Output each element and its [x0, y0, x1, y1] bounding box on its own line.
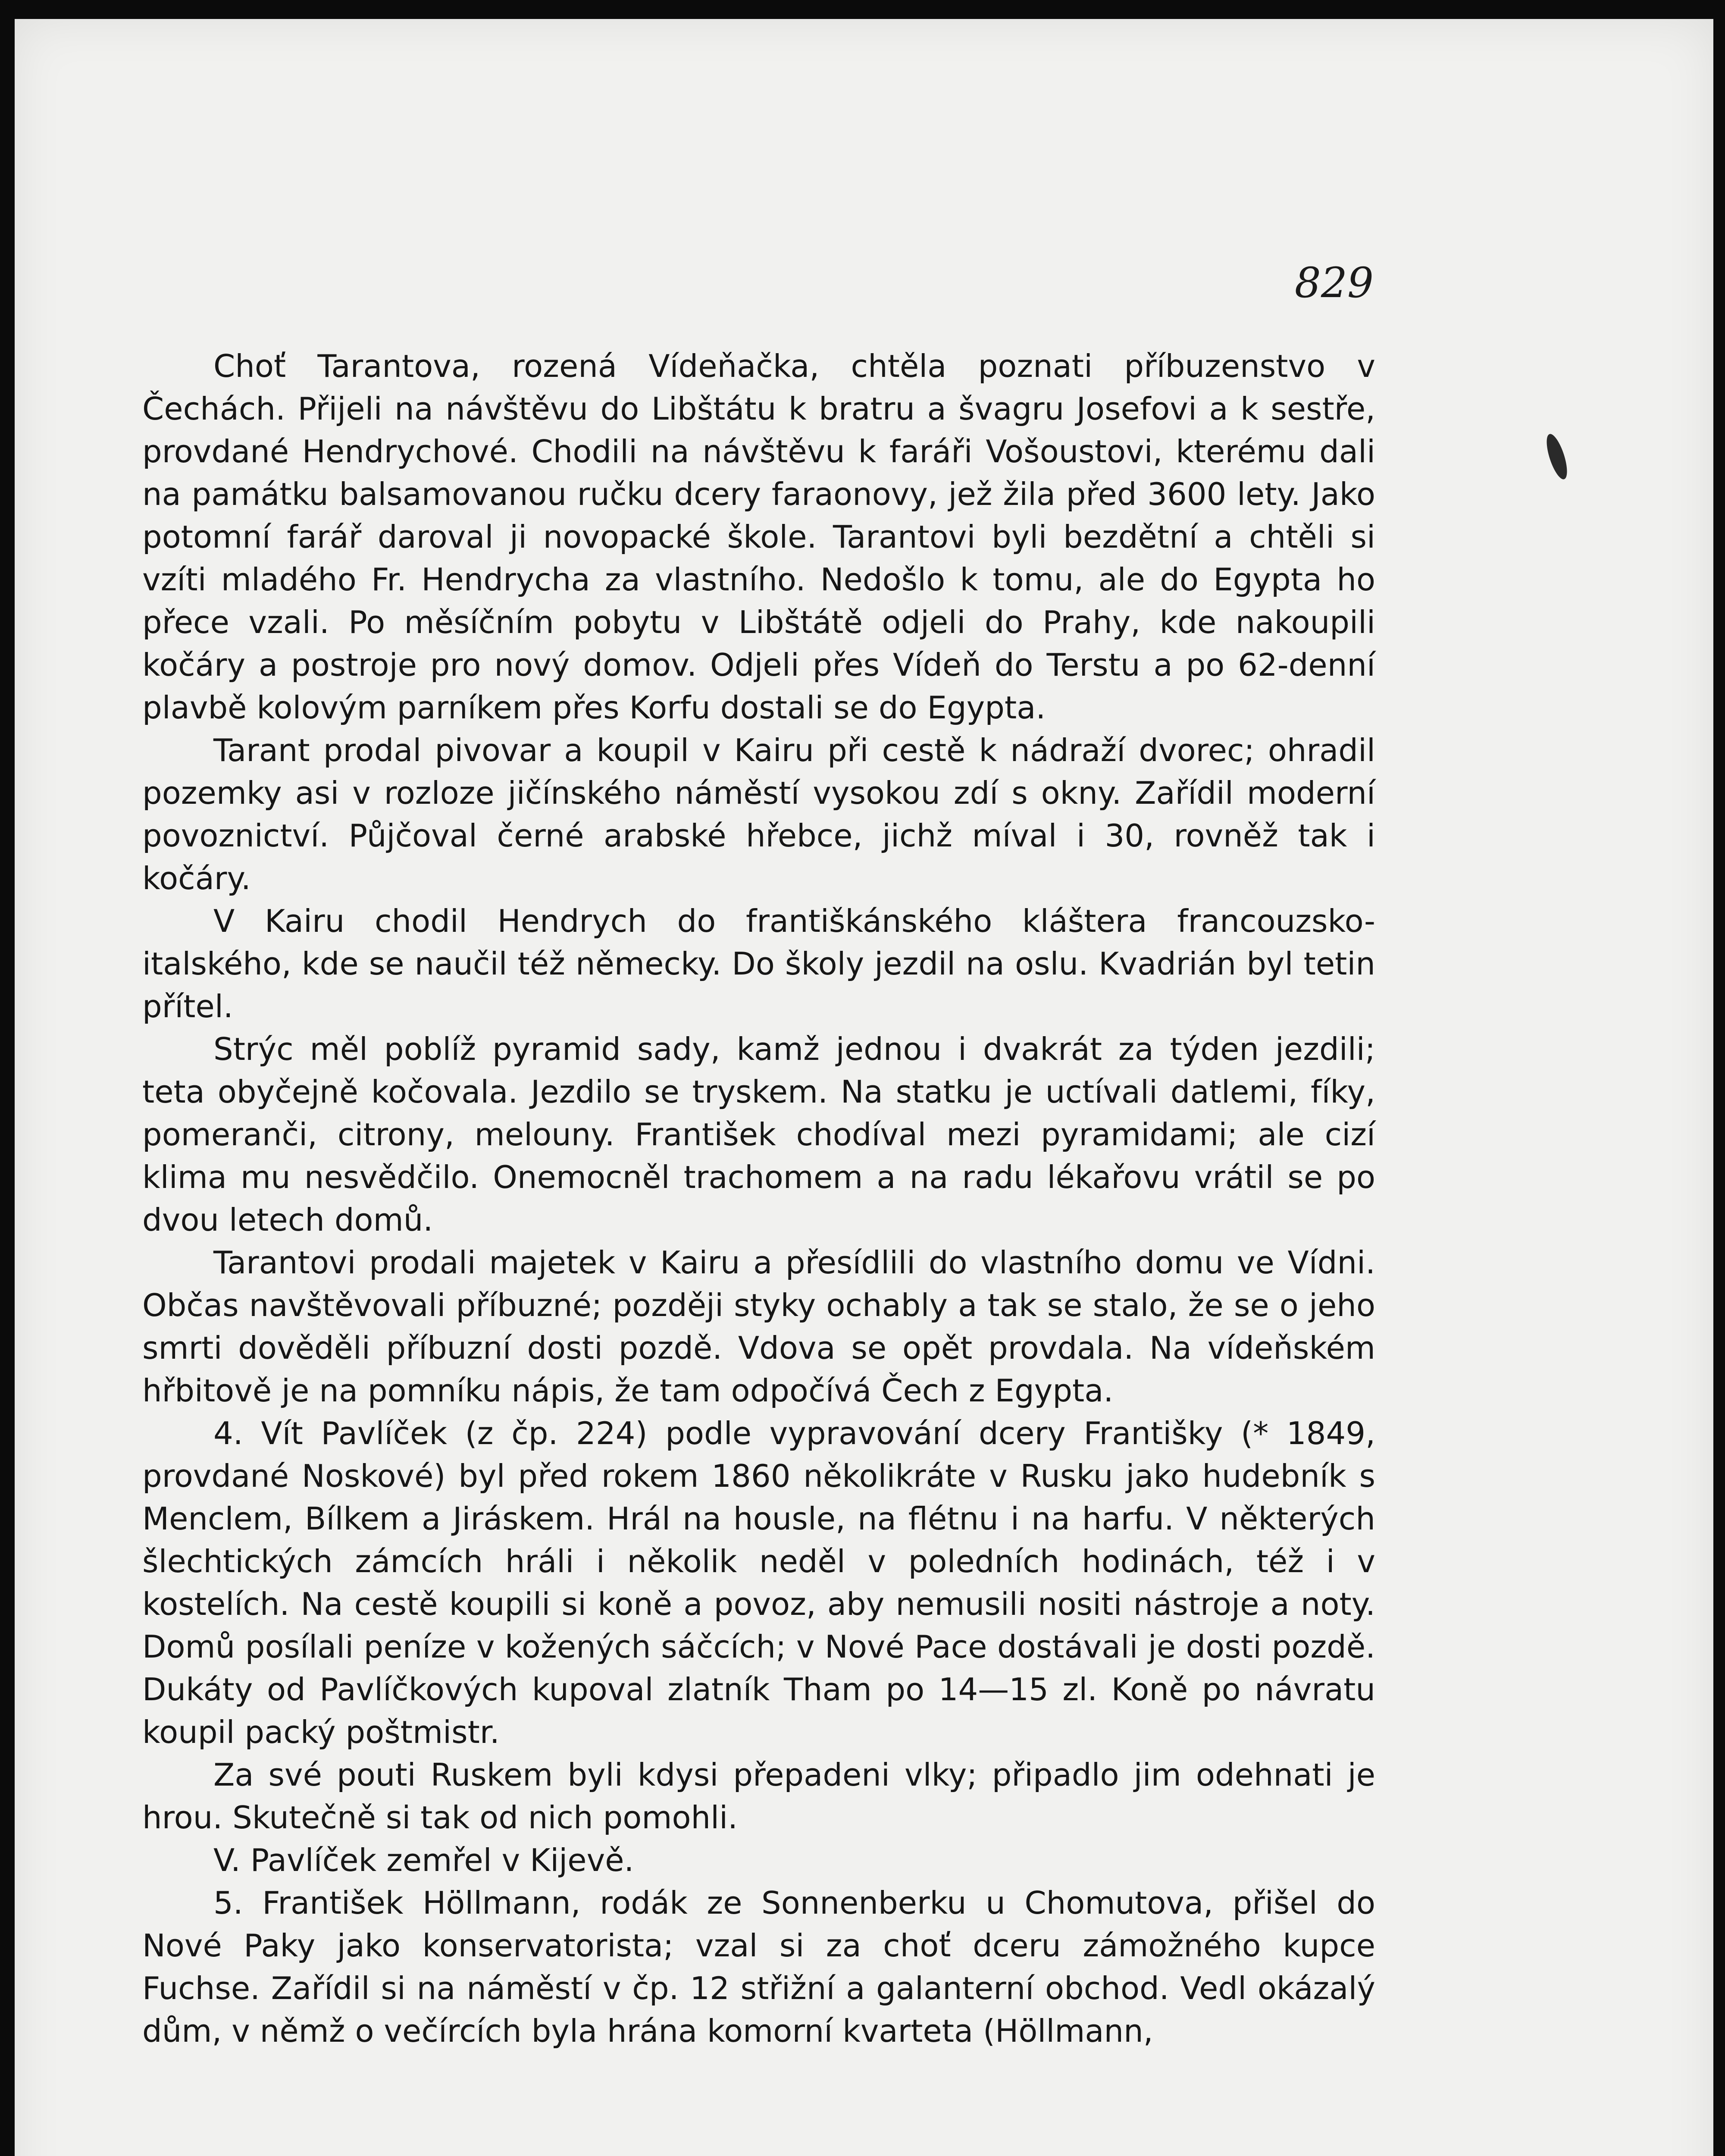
paragraph: V. Pavlíček zemřel v Kijevě. [213, 1842, 634, 1878]
ink-smudge [1543, 432, 1571, 481]
paragraph: 4. Vít Pavlíček (z čp. 224) podle vypravování dcery Františky (* 1849, provdané Noskové) byl před rokem 1860 několikráte v Rusku jako hudebník s Menclem, Bílkem a Jiráskem. Hrál na housle, na flétnu i na harfu. V některých šlechtických zámcích hráli i několik neděl v poledních hodinách, též i v kostelích. Na cestě koupili si koně a povoz, aby nemusili nositi nástroje a noty. Domů posílali peníze v kožených sáčcích; v Nové Pace dostávali je dosti pozdě. Dukáty od Pavlíčkových kupoval zlatník Tham po 14—15 zl. Koně po návratu koupil packý poštmistr. [142, 1415, 1375, 1750]
paragraph: Tarant prodal pivovar a koupil v Kairu při cestě k nádraží dvorec; ohradil pozemky asi v rozloze jičínského náměstí vysokou zdí s okny. Zařídil moderní povoznictví. Půjčoval černé arabské hřebce, jichž míval i 30, rovněž tak i kočáry. [142, 732, 1375, 896]
paragraph: V Kairu chodil Hendrych do františkánského kláštera francouzsko-italského, kde se naučil též německy. Do školy jezdil na oslu. Kvadrián byl tetin přítel. [142, 903, 1375, 1025]
paragraph: Za své pouti Ruskem byli kdysi přepadeni vlky; připadlo jim odehnati je hrou. Skutečně si tak od nich pomohli. [142, 1757, 1375, 1836]
page-body-text [142, 345, 1375, 2053]
paragraph: Tarantovi prodali majetek v Kairu a přesídlili do vlastního domu ve Vídni. Občas navštěvovali příbuzné; později styky ochably a tak se stalo, že se o jeho smrti dověděli příbuzní dosti pozdě. Vdova se opět provdala. Na vídeňském hřbitově je na pomníku nápis, že tam odpočívá Čech z Egypta. [142, 1244, 1375, 1409]
page-number: 829 [1294, 259, 1374, 307]
paragraph: Choť Tarantova, rozená Vídeňačka, chtěla poznati příbuzenstvo v Čechách. Přijeli na návštěvu do Libštátu k bratru a švagru Josefovi a k sestře, provdané Hendrychové. Chodili na návštěvu k faráři Vošoustovi, kterému dali na památku balsamovanou ručku dcery faraonovy, jež žila před 3600 lety. Jako potomní farář daroval ji novopacké škole. Tarantovi byli bezdětní a chtěli si vzíti mladého Fr. Hendrycha za vlastního. Nedošlo k tomu, ale do Egypta ho přece vzali. Po měsíčním pobytu v Libštátě odjeli do Prahy, kde nakoupili kočáry a postroje pro nový domov. Odjeli přes Vídeň do Terstu a po 62-denní plavbě kolovým parníkem přes Korfu dostali se do Egypta. [142, 348, 1375, 726]
paragraph: 5. František Höllmann, rodák ze Sonnenberku u Chomutova, přišel do Nové Paky jako konservatorista; vzal si za choť dceru zámožného kupce Fuchse. Zařídil si na náměstí v čp. 12 střižní a galanterní obchod. Vedl okázalý dům, v němž o večírcích byla hrána komorní kvarteta (Höllmann, [142, 1885, 1375, 2049]
paragraph: Strýc měl poblíž pyramid sady, kamž jednou i dvakrát za týden jezdili; teta obyčejně kočovala. Jezdilo se tryskem. Na statku je uctívali datlemi, fíky, pomeranči, citrony, melouny. František chodíval mezi pyramidami; ale cizí klima mu nesvědčilo. Onemocněl trachomem a na radu lékařovu vrátil se po dvou letech domů. [142, 1031, 1375, 1238]
